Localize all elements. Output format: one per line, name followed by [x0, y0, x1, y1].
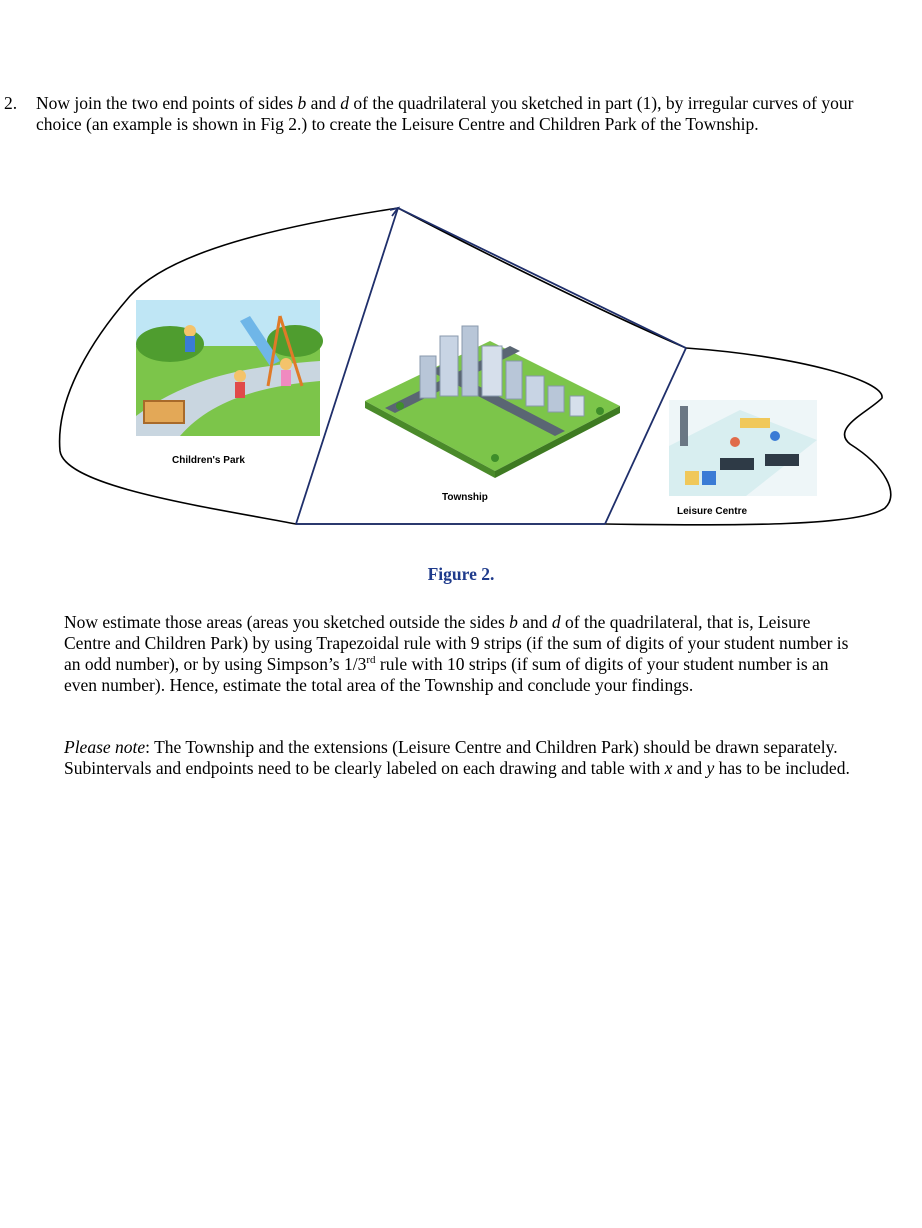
side-b-label: b	[297, 93, 307, 113]
township-diagram	[40, 196, 900, 536]
p1-text-2: and	[517, 612, 552, 632]
figure-caption: Figure 2.	[427, 564, 495, 584]
note-label: Please note	[64, 737, 146, 757]
note-var-y: y	[706, 758, 715, 778]
p1-side-d: d	[551, 612, 561, 632]
instructions-paragraph	[64, 612, 854, 696]
question-text-c: of the quadrilateral you sketched in part (1), by irregular curves of your choice (an example is shown in Fig 2.) to create the Leisure Centre and Children Park of the Township.	[36, 93, 854, 134]
side-d-label: d	[340, 93, 350, 113]
p1-text-4: rule with 10 strips (if sum of digits of your student number is an even number). Hence, estimate the total area of the Township and conclude your findings.	[64, 654, 829, 695]
note-text-1: : The Township and the extensions (Leisure Centre and Children Park) should be drawn separately. Subintervals and endpoints need to be clearly labeled on each drawing and table with	[64, 737, 838, 778]
figure-2	[40, 196, 900, 536]
p1-side-b: b	[509, 612, 518, 632]
township-label: Township	[442, 492, 488, 503]
question-text-b: and	[306, 93, 341, 113]
note-text-2: and	[672, 758, 707, 778]
p1-text-3: of the quadrilateral, that is, Leisure Centre and Children Park) by using Trapezoidal rule with 9 strips (if the sum of digits of your student number is an odd number), or by using Simpson’s 1/3	[64, 612, 849, 674]
p1-text-1: Now estimate those areas (areas you sketched outside the sides	[64, 612, 510, 632]
childrens-park-illustration	[136, 300, 323, 436]
question-text-a: Now join the two end points of sides	[36, 93, 298, 113]
question-2-text	[4, 93, 866, 135]
township-illustration	[365, 326, 620, 478]
leisure-centre-label: Leisure Centre	[677, 506, 748, 517]
note-text-3: has to be included.	[714, 758, 850, 778]
childrens-park-label: Children's Park	[172, 455, 245, 466]
note-var-x: x	[664, 758, 673, 778]
p1-superscript: rd	[366, 654, 376, 667]
leisure-centre-illustration	[669, 400, 817, 496]
question-number: 2.	[4, 93, 18, 113]
note-paragraph	[64, 737, 854, 779]
side-top	[398, 208, 686, 348]
